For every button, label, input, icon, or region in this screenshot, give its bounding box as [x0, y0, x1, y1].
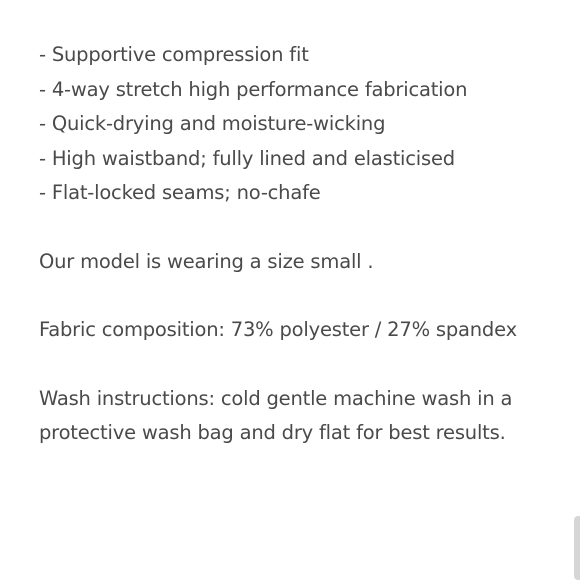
feature-item: - 4-way stretch high performance fabrication: [39, 77, 468, 101]
product-description: [39, 38, 569, 451]
feature-item: - Supportive compression fit: [39, 43, 309, 66]
feature-item: - Quick-drying and moisture-wicking: [39, 112, 386, 135]
wash-instructions: Wash instructions: cold gentle machine wash in a protective wash bag and dry flat for best results.: [39, 386, 513, 444]
feature-list: [39, 38, 569, 211]
fabric-composition: Fabric composition: 73% polyester / 27% spandex: [39, 318, 517, 341]
feature-item: - Flat-locked seams; no-chafe: [39, 181, 321, 204]
feature-item: - High waistband; fully lined and elasticised: [39, 146, 455, 170]
model-size-note: Our model is wearing a size small .: [39, 249, 374, 273]
scrollbar-thumb[interactable]: [574, 516, 580, 580]
scrollbar-track[interactable]: [574, 0, 580, 580]
